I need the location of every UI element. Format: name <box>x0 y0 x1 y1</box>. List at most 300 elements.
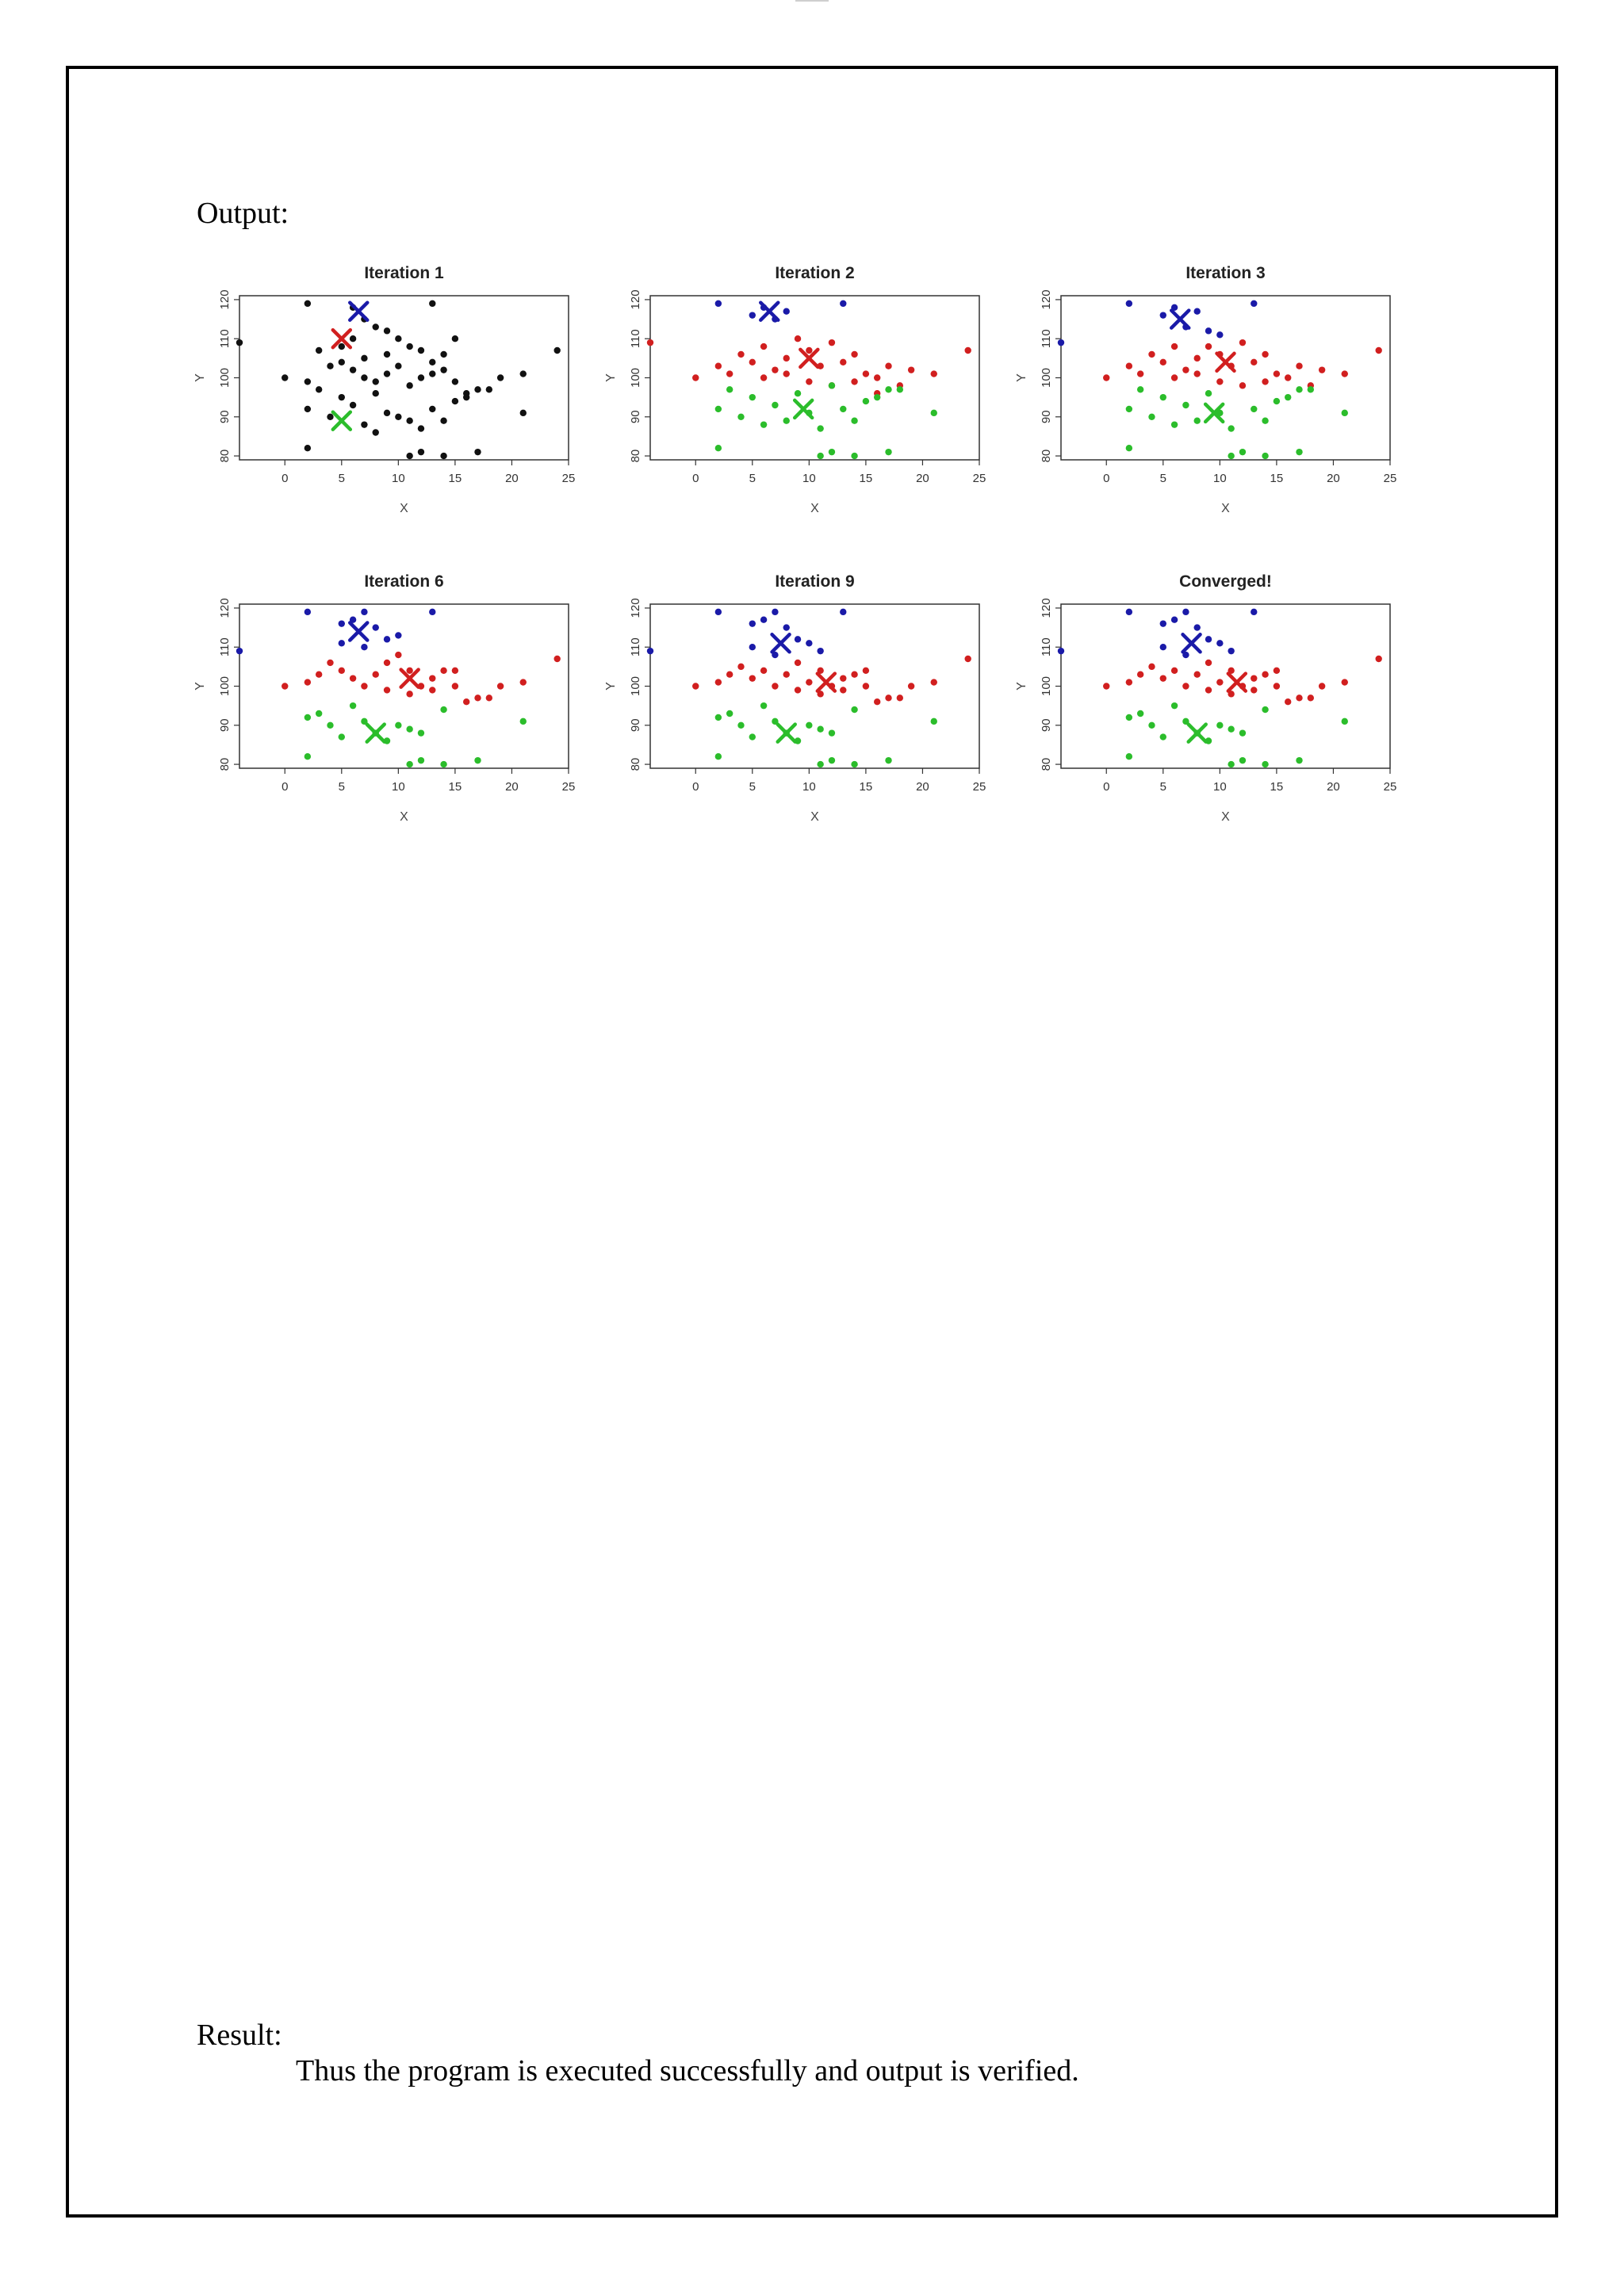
data-point <box>760 668 767 674</box>
x-tick-label: 20 <box>916 780 929 794</box>
x-tick-label: 20 <box>1327 472 1340 485</box>
data-point <box>350 702 356 709</box>
data-point <box>1148 414 1155 420</box>
x-axis-label: X <box>1221 502 1230 515</box>
data-point <box>1148 722 1155 729</box>
y-tick-label: 120 <box>629 598 642 618</box>
data-point <box>1171 374 1178 381</box>
data-point <box>339 640 345 646</box>
data-point <box>908 683 914 689</box>
data-point <box>726 386 733 392</box>
data-point <box>1262 672 1268 678</box>
data-point <box>931 410 937 416</box>
data-point <box>1342 679 1348 685</box>
data-point <box>931 679 937 685</box>
data-point <box>806 347 812 354</box>
data-point <box>1375 347 1381 354</box>
data-point <box>361 609 367 615</box>
centroid-marker <box>760 303 778 320</box>
kmeans-iterations-figure <box>190 250 1427 852</box>
data-point <box>373 672 379 678</box>
data-point <box>840 300 846 307</box>
data-point <box>806 679 812 685</box>
data-point <box>1251 300 1257 307</box>
data-point <box>1239 449 1246 455</box>
data-point <box>715 406 722 412</box>
data-point <box>418 757 424 763</box>
x-tick-label: 5 <box>338 780 345 794</box>
data-point <box>327 414 333 420</box>
x-tick-label: 10 <box>392 780 405 794</box>
data-point <box>737 722 744 729</box>
data-point <box>1171 617 1178 623</box>
data-point <box>316 347 322 354</box>
data-point <box>1160 733 1166 740</box>
data-point <box>1126 679 1132 685</box>
x-tick-label: 0 <box>692 780 699 794</box>
data-point <box>1342 410 1348 416</box>
data-point <box>1137 386 1143 392</box>
data-point <box>1308 386 1314 392</box>
data-point <box>418 449 424 455</box>
x-tick-label: 0 <box>282 780 289 794</box>
data-point <box>1239 757 1246 763</box>
x-tick-label: 25 <box>561 472 576 485</box>
y-tick-label: 100 <box>629 675 642 697</box>
x-tick-label: 5 <box>749 780 756 794</box>
data-point <box>1160 644 1166 650</box>
data-point <box>304 609 311 615</box>
data-point <box>840 359 846 365</box>
data-point <box>384 351 390 358</box>
centroid-marker <box>818 674 835 691</box>
data-point <box>1216 679 1223 685</box>
centroid-marker <box>350 303 367 320</box>
data-point <box>1171 668 1178 674</box>
data-point <box>772 366 778 373</box>
x-axis-label: X <box>810 810 819 824</box>
scatter-panel-6 <box>1015 572 1396 824</box>
data-point <box>1375 656 1381 662</box>
output-heading: Output: <box>197 197 289 230</box>
data-point <box>1296 386 1302 392</box>
data-point <box>692 683 699 689</box>
x-tick-label: 20 <box>505 472 519 485</box>
data-point <box>373 323 379 330</box>
plot-area-frame <box>650 604 979 768</box>
x-tick-label: 10 <box>392 472 405 485</box>
data-point <box>795 660 801 666</box>
x-tick-label: 15 <box>448 780 462 794</box>
data-point <box>1251 406 1257 412</box>
data-point <box>931 718 937 725</box>
x-tick-label: 15 <box>1270 472 1284 485</box>
y-axis-label: Y <box>1015 373 1028 382</box>
data-point <box>726 370 733 377</box>
data-point <box>1296 363 1302 369</box>
data-point <box>304 679 311 685</box>
data-point <box>282 374 288 381</box>
data-point <box>1171 702 1178 709</box>
data-point <box>726 672 733 678</box>
plot-area-frame <box>1061 296 1390 460</box>
centroid-marker <box>350 623 367 641</box>
y-tick-label: 120 <box>1040 598 1053 618</box>
x-tick-label: 10 <box>802 780 816 794</box>
data-point <box>1296 695 1302 701</box>
x-tick-label: 0 <box>692 472 699 485</box>
data-point <box>840 406 846 412</box>
data-point <box>1205 660 1212 666</box>
data-point <box>772 609 778 615</box>
data-point <box>817 648 823 654</box>
data-point <box>1194 672 1201 678</box>
y-tick-label: 80 <box>629 449 642 463</box>
centroid-marker <box>1189 725 1206 742</box>
data-point <box>1194 418 1201 424</box>
y-tick-label: 100 <box>629 367 642 388</box>
data-point <box>350 335 356 342</box>
data-point <box>863 370 869 377</box>
data-point <box>1285 394 1291 400</box>
data-point <box>851 761 857 767</box>
data-point <box>1239 382 1246 388</box>
data-point <box>726 710 733 717</box>
data-point <box>339 620 345 626</box>
data-point <box>440 366 446 373</box>
data-point <box>327 722 333 729</box>
data-point <box>452 335 458 342</box>
data-point <box>1228 648 1234 654</box>
x-tick-label: 0 <box>1103 472 1110 485</box>
data-point <box>339 733 345 740</box>
data-point <box>384 636 390 642</box>
data-point <box>339 668 345 674</box>
data-point <box>1262 351 1268 358</box>
result-heading: Result: <box>197 2019 282 2052</box>
data-point <box>350 366 356 373</box>
data-point <box>897 695 903 701</box>
data-point <box>406 343 412 350</box>
data-point <box>486 386 492 392</box>
data-point <box>304 445 311 451</box>
data-point <box>452 378 458 385</box>
data-point <box>520 679 527 685</box>
data-point <box>463 698 469 705</box>
x-axis-label: X <box>1221 810 1230 824</box>
data-point <box>851 706 857 713</box>
data-point <box>406 691 412 697</box>
data-point <box>1182 366 1189 373</box>
y-tick-label: 120 <box>629 289 642 310</box>
x-tick-label: 5 <box>1159 780 1166 794</box>
data-point <box>1103 683 1109 689</box>
data-point <box>520 370 527 377</box>
data-point <box>474 695 481 701</box>
data-point <box>647 339 653 346</box>
data-point <box>361 421 367 427</box>
data-point <box>964 656 971 662</box>
data-point <box>384 370 390 377</box>
data-point <box>1205 636 1212 642</box>
data-point <box>1262 706 1268 713</box>
data-point <box>1205 327 1212 334</box>
data-point <box>1171 421 1178 427</box>
data-point <box>647 648 653 654</box>
data-point <box>1160 312 1166 318</box>
x-tick-label: 5 <box>1159 472 1166 485</box>
data-point <box>429 300 435 307</box>
data-point <box>749 394 756 400</box>
data-point <box>373 429 379 435</box>
x-tick-label: 15 <box>859 780 873 794</box>
data-point <box>384 327 390 334</box>
x-tick-label: 5 <box>749 472 756 485</box>
data-point <box>1228 726 1234 733</box>
data-point <box>553 347 560 354</box>
data-point <box>692 374 699 381</box>
data-point <box>395 632 401 638</box>
data-point <box>783 355 790 362</box>
data-point <box>749 733 756 740</box>
data-point <box>429 675 435 681</box>
data-point <box>304 753 311 760</box>
x-tick-label: 0 <box>1103 780 1110 794</box>
data-point <box>440 761 446 767</box>
data-point <box>418 347 424 354</box>
y-axis-label: Y <box>193 373 207 382</box>
x-tick-label: 20 <box>1327 780 1340 794</box>
y-tick-label: 110 <box>629 329 642 349</box>
data-point <box>1274 668 1280 674</box>
x-tick-label: 20 <box>916 472 929 485</box>
data-point <box>851 378 857 385</box>
result-text: Thus the program is executed successfully and output is verified. <box>296 2054 1079 2087</box>
data-point <box>760 343 767 350</box>
y-axis-label: Y <box>604 682 618 691</box>
y-tick-label: 80 <box>218 449 232 463</box>
y-tick-label: 120 <box>218 289 232 310</box>
data-point <box>885 695 891 701</box>
data-point <box>361 644 367 650</box>
x-tick-label: 0 <box>282 472 289 485</box>
data-point <box>885 363 891 369</box>
data-point <box>282 683 288 689</box>
y-axis-label: Y <box>193 682 207 691</box>
x-tick-label: 10 <box>1213 780 1227 794</box>
data-point <box>715 753 722 760</box>
data-point <box>373 624 379 630</box>
panel-title: Iteration 9 <box>775 572 855 591</box>
data-point <box>783 624 790 630</box>
data-point <box>361 683 367 689</box>
data-point <box>1182 609 1189 615</box>
data-point <box>1182 402 1189 408</box>
x-axis-label: X <box>400 810 408 824</box>
scatter-panel-2 <box>604 264 986 515</box>
data-point <box>964 347 971 354</box>
data-point <box>874 374 880 381</box>
panel-title: Iteration 1 <box>364 264 444 282</box>
data-point <box>384 687 390 693</box>
y-tick-label: 90 <box>1040 410 1053 424</box>
data-point <box>817 425 823 431</box>
y-tick-label: 80 <box>1040 757 1053 771</box>
centroid-marker <box>1228 674 1246 691</box>
data-point <box>897 386 903 392</box>
data-point <box>829 382 835 388</box>
data-point <box>373 390 379 396</box>
data-point <box>795 687 801 693</box>
data-point <box>1126 609 1132 615</box>
x-tick-label: 25 <box>972 472 986 485</box>
data-point <box>1319 683 1325 689</box>
data-point <box>1137 370 1143 377</box>
data-point <box>1058 648 1064 654</box>
data-point <box>1126 445 1132 451</box>
data-point <box>327 363 333 369</box>
y-tick-label: 100 <box>1040 675 1053 697</box>
y-tick-label: 110 <box>629 637 642 657</box>
y-tick-label: 90 <box>1040 718 1053 733</box>
data-point <box>429 406 435 412</box>
data-point <box>316 386 322 392</box>
data-point <box>429 359 435 365</box>
data-point <box>1251 687 1257 693</box>
data-point <box>304 378 311 385</box>
data-point <box>474 449 481 455</box>
data-point <box>395 335 401 342</box>
data-point <box>760 702 767 709</box>
data-point <box>715 609 722 615</box>
centroid-marker <box>367 725 385 742</box>
data-point <box>406 761 412 767</box>
y-tick-label: 80 <box>629 757 642 771</box>
x-tick-label: 10 <box>1213 472 1227 485</box>
data-point <box>486 695 492 701</box>
data-point <box>316 672 322 678</box>
data-point <box>1205 343 1212 350</box>
data-point <box>885 449 891 455</box>
data-point <box>715 445 722 451</box>
data-point <box>1182 683 1189 689</box>
data-point <box>429 687 435 693</box>
y-tick-label: 80 <box>1040 449 1053 463</box>
data-point <box>1171 343 1178 350</box>
data-point <box>429 609 435 615</box>
data-point <box>1103 374 1109 381</box>
y-tick-label: 90 <box>629 718 642 733</box>
data-point <box>418 425 424 431</box>
data-point <box>1285 698 1291 705</box>
data-point <box>1251 675 1257 681</box>
data-point <box>1308 695 1314 701</box>
panel-title: Iteration 2 <box>775 264 855 282</box>
data-point <box>395 652 401 658</box>
data-point <box>1194 308 1201 315</box>
y-tick-label: 110 <box>1040 637 1053 657</box>
x-tick-label: 25 <box>972 780 986 794</box>
data-point <box>395 722 401 729</box>
data-point <box>1194 355 1201 362</box>
data-point <box>840 609 846 615</box>
data-point <box>1251 609 1257 615</box>
data-point <box>749 644 756 650</box>
data-point <box>1262 418 1268 424</box>
data-point <box>715 679 722 685</box>
x-tick-label: 15 <box>859 472 873 485</box>
data-point <box>1137 672 1143 678</box>
y-axis-label: Y <box>1015 682 1028 691</box>
data-point <box>851 351 857 358</box>
data-point <box>418 374 424 381</box>
data-point <box>874 698 880 705</box>
data-point <box>817 726 823 733</box>
data-point <box>1262 378 1268 385</box>
data-point <box>795 335 801 342</box>
data-point <box>520 718 527 725</box>
data-point <box>806 640 812 646</box>
data-point <box>384 410 390 416</box>
data-point <box>749 312 756 318</box>
data-point <box>1126 300 1132 307</box>
data-point <box>795 390 801 396</box>
data-point <box>772 402 778 408</box>
data-point <box>863 398 869 404</box>
x-axis-label: X <box>810 502 819 515</box>
centroid-marker <box>1183 634 1201 652</box>
y-tick-label: 90 <box>218 718 232 733</box>
data-point <box>406 668 412 674</box>
panel-title: Iteration 3 <box>1185 264 1266 282</box>
x-axis-label: X <box>400 502 408 515</box>
data-point <box>817 761 823 767</box>
data-point <box>350 402 356 408</box>
data-point <box>350 675 356 681</box>
data-point <box>1160 359 1166 365</box>
centroid-marker <box>795 400 812 418</box>
data-point <box>1319 366 1325 373</box>
plot-area-frame <box>650 296 979 460</box>
data-point <box>406 453 412 459</box>
data-point <box>1126 753 1132 760</box>
data-point <box>452 398 458 404</box>
data-point <box>395 363 401 369</box>
data-point <box>1342 718 1348 725</box>
x-tick-label: 20 <box>505 780 519 794</box>
plot-area-frame <box>239 296 569 460</box>
data-point <box>553 656 560 662</box>
data-point <box>1216 378 1223 385</box>
data-point <box>316 710 322 717</box>
data-point <box>1194 624 1201 630</box>
data-point <box>1058 339 1064 346</box>
data-point <box>1216 722 1223 729</box>
scatter-panel-4 <box>193 572 575 824</box>
data-point <box>339 394 345 400</box>
data-point <box>497 374 504 381</box>
data-point <box>908 366 914 373</box>
data-point <box>863 668 869 674</box>
data-point <box>339 343 345 350</box>
data-point <box>395 414 401 420</box>
data-point <box>885 757 891 763</box>
data-point <box>1296 449 1302 455</box>
data-point <box>1126 714 1132 721</box>
x-tick-label: 15 <box>448 472 462 485</box>
data-point <box>373 378 379 385</box>
data-point <box>715 363 722 369</box>
